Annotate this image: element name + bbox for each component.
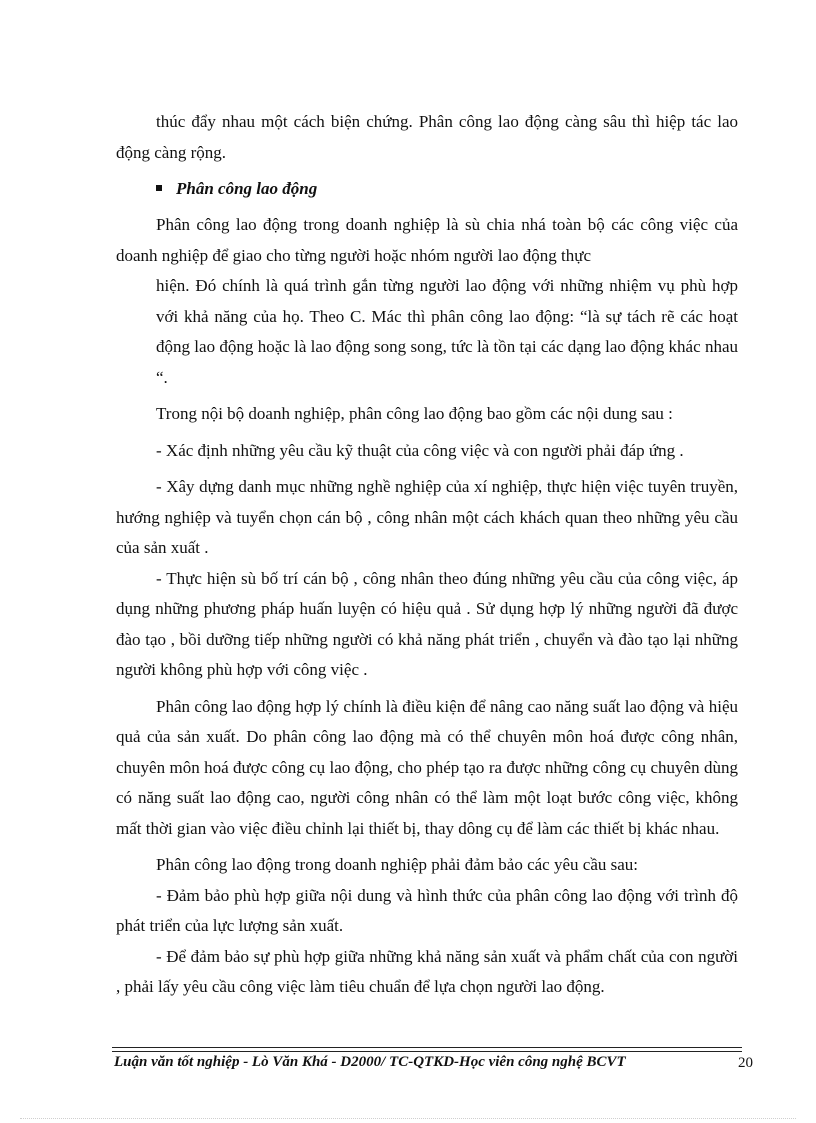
page-number: 20 [738, 1055, 753, 1071]
list-item: - Thực hiện sù bố trí cán bộ , công nhân theo đúng những yêu cầu của công việc, áp dụng những phương pháp huấn luyện có hiệu quả . Sử dụng hợp lý những người đã được đào tạo , bồi dưỡng tiếp những người có khả năng phát triển , chuyển và đào tạo lại những người không phù hợp với công việc . [116, 568, 738, 679]
paragraph-definition-continued: hiện. Đó chính là quá trình gắn từng người lao động với những nhiệm vụ phù hợp với khả năng của họ. Theo C. Mác thì phân công lao động: “là sự tách rẽ các hoạt động lao động hoặc là lao động song song, tức là tồn tại các dạng lao động khác nhau “. [156, 276, 738, 387]
list-item: - Đảm bảo phù hợp giữa nội dung và hình thức của phân công lao động với trình độ phát triển của lực lượng sản xuất. [116, 885, 738, 935]
page-border-dotted [20, 1118, 796, 1119]
paragraph-definition: Phân công lao động trong doanh nghiệp là sù chia nhá toàn bộ các công việc của doanh nghiệp để giao cho từng người hoặc nhóm người lao động thực [116, 215, 738, 265]
list-item: - Xác định những yêu cầu kỹ thuật của công việc và con người phải đáp ứng . [156, 440, 684, 460]
footer-divider [112, 1047, 742, 1048]
list-item: - Xây dựng danh mục những nghề nghiệp của xí nghiệp, thực hiện việc tuyên truyền, hướng nghiệp và tuyển chọn cán bộ , công nhân một cách khách quan theo những yêu cầu của sản xuất . [116, 477, 738, 557]
paragraph-continuation: thúc đẩy nhau một cách biện chứng. Phân công lao động càng sâu thì hiệp tác lao động càng rộng. [116, 112, 738, 162]
body-text [116, 107, 738, 1009]
footer-text: Luận văn tốt nghiệp - Lò Văn Khá - D2000/ TC-QTKD-Học viên công nghệ BCVT [114, 1054, 626, 1070]
list-item: - Để đảm bảo sự phù hợp giữa những khả năng sản xuất và phẩm chất của con người , phải lấy yêu cầu công việc làm tiêu chuẩn để lựa chọn người lao động. [116, 946, 738, 996]
square-bullet-icon [156, 185, 162, 191]
paragraph-productivity: Phân công lao động hợp lý chính là điều kiện để nâng cao năng suất lao động và hiệu quả của sản xuất. Do phân công lao động mà có thể chuyên môn hoá được công nhân, chuyên môn hoá được công cụ lao động, cho phép tạo ra được những công cụ chuyên dùng có năng suất lao động cao, người công nhân có thể làm một loạt bước công việc, không mất thời gian vào việc điều chỉnh lại thiết bị, thay dông cụ để làm các thiết bị khác nhau. [116, 696, 738, 838]
paragraph-requirements-intro: Phân công lao động trong doanh nghiệp phải đảm bảo các yêu cầu sau: [156, 855, 639, 874]
footer-divider [112, 1051, 742, 1052]
paragraph-content-intro: Trong nội bộ doanh nghiệp, phân công lao động bao gồm các nội dung sau : [156, 404, 673, 423]
section-heading-text: Phân công lao động [176, 179, 318, 198]
section-heading [116, 174, 738, 204]
